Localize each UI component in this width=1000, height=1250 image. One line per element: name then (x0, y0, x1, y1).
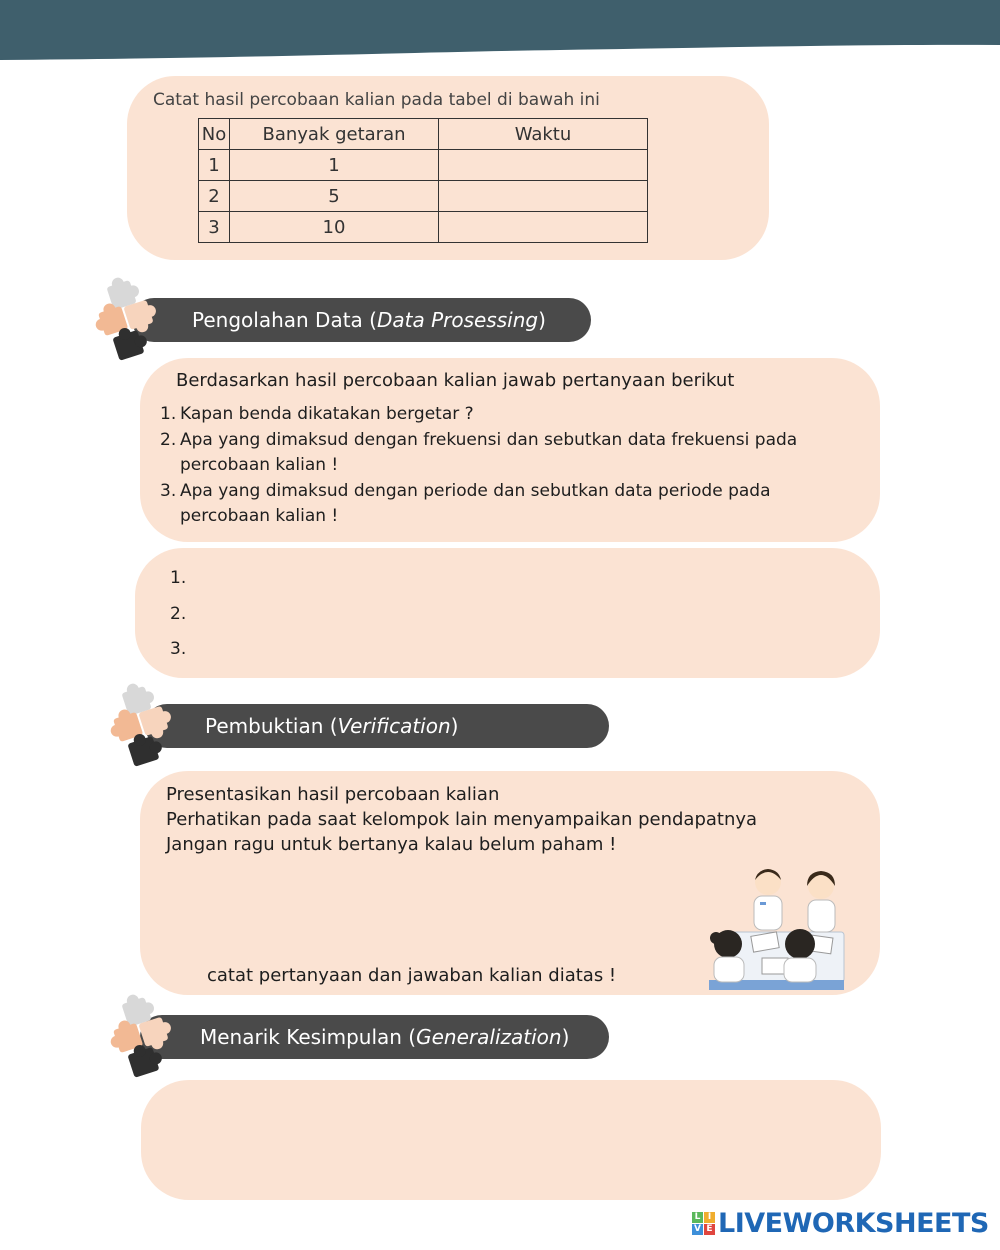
header-band (0, 0, 1000, 66)
question-text: Apa yang dimaksud dengan frekuensi dan sebutkan data frekuensi pada percobaan kalian ! (180, 429, 798, 475)
section-title-close: ) (450, 714, 459, 738)
answers-card[interactable] (135, 548, 880, 678)
row-getaran: 1 (230, 150, 439, 181)
question-number: 2. (160, 429, 177, 450)
col-header-waktu: Waktu (439, 119, 648, 150)
section-title-close: ) (538, 308, 546, 332)
logo-badge-icon (692, 1212, 715, 1235)
question-number: 3. (160, 480, 177, 501)
puzzle-icon (95, 272, 175, 362)
logo-letter: V (692, 1224, 703, 1235)
section-header-generalization (140, 1015, 609, 1059)
question-text: Kapan benda dikatakan bergetar ? (180, 404, 474, 424)
questions-prompt: Berdasarkan hasil percobaan kalian jawab pertanyaan berikut (176, 370, 735, 391)
table-row (199, 181, 648, 212)
observation-table (198, 118, 648, 243)
list-item (160, 479, 860, 530)
logo-letter: E (704, 1224, 715, 1235)
section-title-italic: Generalization (416, 1025, 562, 1049)
row-no: 1 (199, 150, 230, 181)
logo-letter: L (692, 1212, 703, 1223)
section-header-data-processing (132, 298, 591, 342)
questions-list (160, 402, 860, 530)
section-title-italic: Data Prosessing (376, 308, 539, 332)
puzzle-icon (110, 989, 190, 1079)
logo-letter: I (704, 1212, 715, 1223)
row-getaran: 10 (230, 212, 439, 243)
col-header-banyak-getaran: Banyak getaran (230, 119, 439, 150)
instruction-line: Presentasikan hasil percobaan kalian (166, 784, 500, 805)
section-title-close: ) (561, 1025, 570, 1049)
question-number: 1. (160, 404, 177, 424)
table-header-row (199, 119, 648, 150)
students-discussion-icon (704, 862, 849, 992)
answer-number: 1. (170, 568, 187, 588)
instruction-line: Jangan ragu untuk bertanya kalau belum paham ! (166, 834, 617, 855)
section-title: Menarik Kesimpulan ( (200, 1025, 417, 1049)
verification-note: catat pertanyaan dan jawaban kalian diatas ! (207, 965, 617, 986)
answer-number: 3. (170, 639, 187, 659)
col-header-no: No (199, 119, 230, 150)
row-waktu-input[interactable] (439, 181, 648, 212)
row-getaran: 5 (230, 181, 439, 212)
list-item (160, 402, 860, 428)
row-no: 3 (199, 212, 230, 243)
list-item (160, 428, 860, 479)
row-waktu-input[interactable] (439, 150, 648, 181)
instruction-line: Perhatikan pada saat kelompok lain menyampaikan pendapatnya (166, 809, 758, 830)
puzzle-icon (110, 678, 190, 768)
liveworksheets-logo (692, 1208, 989, 1239)
table-row (199, 150, 648, 181)
section-header-verification (145, 704, 609, 748)
question-text: Apa yang dimaksud dengan periode dan sebutkan data periode pada percobaan kalian ! (180, 480, 771, 526)
brand-name: LIVEWORKSHEETS (718, 1208, 989, 1239)
row-no: 2 (199, 181, 230, 212)
section-title-italic: Verification (337, 714, 451, 738)
section-title: Pembuktian ( (205, 714, 338, 738)
conclusion-card[interactable] (141, 1080, 881, 1200)
row-waktu-input[interactable] (439, 212, 648, 243)
section-title: Pengolahan Data ( (192, 308, 377, 332)
table-instruction: Catat hasil percobaan kalian pada tabel di bawah ini (153, 90, 600, 110)
table-row (199, 212, 648, 243)
answer-number: 2. (170, 604, 187, 624)
verification-instructions (166, 782, 757, 857)
